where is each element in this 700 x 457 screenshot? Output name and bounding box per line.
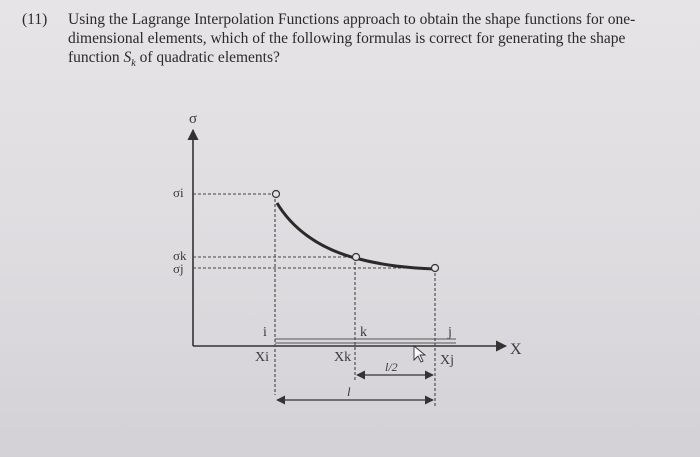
sigma-j-label: σj bbox=[173, 261, 184, 276]
axis-x-label: X bbox=[510, 341, 522, 358]
axis-y-label: σ bbox=[189, 111, 198, 127]
question-text-after: of quadratic elements? bbox=[135, 49, 280, 66]
node-i-label: i bbox=[263, 325, 267, 340]
node-j-circle bbox=[432, 265, 439, 272]
cursor-icon bbox=[414, 346, 425, 362]
shape-function-subscript: k bbox=[131, 58, 136, 70]
node-k-circle bbox=[353, 254, 360, 261]
half-length-label: l/2 bbox=[385, 360, 398, 374]
sigma-k-label: σk bbox=[173, 248, 187, 263]
node-j-label: j bbox=[448, 325, 452, 340]
x-k-label: Xk bbox=[334, 350, 352, 365]
question-text-before: Using the Lagrange Interpolation Functions approach to obtain the shape functions for one-dimensional elements, which of the following formulas is correct for generating the shape function bbox=[68, 11, 636, 66]
shape-function-symbol: S bbox=[123, 49, 132, 66]
node-k-label: k bbox=[360, 325, 367, 340]
sigma-i-label: σi bbox=[173, 185, 184, 200]
x-i-label: Xi bbox=[255, 350, 269, 365]
length-label: l bbox=[347, 384, 351, 399]
question-number: (11) bbox=[22, 11, 48, 28]
node-i-circle bbox=[273, 191, 280, 198]
x-j-label: Xj bbox=[440, 353, 454, 368]
